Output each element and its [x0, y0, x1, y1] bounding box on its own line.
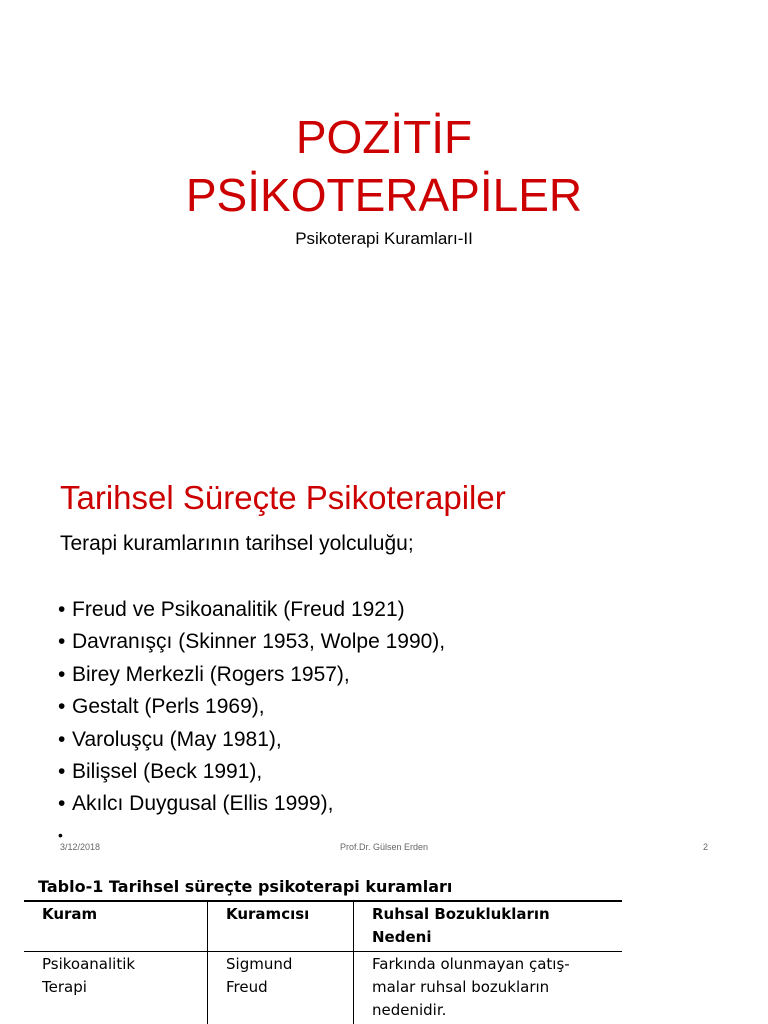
slide-subtitle: Psikoterapi Kuramları-II [295, 229, 473, 248]
list-item [58, 659, 445, 691]
slide-heading: Tarihsel Süreçte Psikoterapiler [60, 479, 506, 516]
list-item-text: Gestalt (Perls 1969), [72, 695, 265, 719]
footer-author: Prof.Dr. Gülsen Erden [339, 842, 429, 852]
bullet-icon: • [58, 792, 66, 816]
intro-text: Terapi kuramlarının tarihsel yolculuğu; [60, 532, 414, 555]
list-item [58, 724, 445, 756]
theory-table [24, 900, 622, 1024]
list-item-text: Varoluşçu (May 1981), [72, 727, 282, 751]
column-header-theorist: Kuramcısı [208, 901, 354, 952]
list-item-text: Birey Merkezli (Rogers 1957), [72, 662, 350, 686]
history-slide [0, 432, 768, 872]
theory-list [58, 594, 445, 821]
footer-date: 3/12/2018 [60, 842, 101, 852]
table-excerpt [0, 872, 768, 1024]
bullet-icon: • [58, 630, 66, 654]
list-item [58, 626, 445, 658]
trailing-bullet-icon: • [58, 827, 63, 843]
title-slide [0, 0, 768, 432]
table-cell-theory: Psikoanalitik Terapi [24, 952, 208, 1024]
list-item-text: Davranışçı (Skinner 1953, Wolpe 1990), [72, 630, 446, 654]
list-item-text: Bilişsel (Beck 1991), [72, 760, 263, 784]
list-item-text: Freud ve Psikoanalitik (Freud 1921) [72, 598, 405, 621]
bullet-icon: • [58, 695, 66, 719]
table-header-row [24, 901, 622, 952]
column-header-theory: Kuram [24, 901, 208, 952]
bullet-icon: • [58, 598, 66, 621]
table-cell-theorist: Sigmund Freud [208, 952, 354, 1024]
slide-title-line-2: PSİKOTERAPİLER [185, 169, 583, 221]
slide-title [0, 108, 768, 224]
list-item [58, 788, 445, 820]
bullet-icon: • [58, 760, 66, 784]
bullet-icon: • [58, 727, 66, 751]
list-item [58, 594, 445, 626]
list-item [58, 756, 445, 788]
slide-title-line-1: POZİTİF [295, 111, 473, 163]
column-header-cause: Ruhsal Bozuklukların Nedeni [354, 901, 623, 952]
footer-page-number: 2 [703, 842, 709, 852]
list-item [58, 691, 445, 723]
list-item-text: Akılcı Duygusal (Ellis 1999), [72, 792, 334, 816]
table-row [24, 952, 622, 1024]
table-cell-cause: Farkında olunmayan çatış- malar ruhsal bozukların nedenidir. [354, 952, 623, 1024]
table-caption: Tablo-1 Tarihsel süreçte psikoterapi kuramları [38, 877, 453, 896]
bullet-icon: • [58, 662, 66, 686]
